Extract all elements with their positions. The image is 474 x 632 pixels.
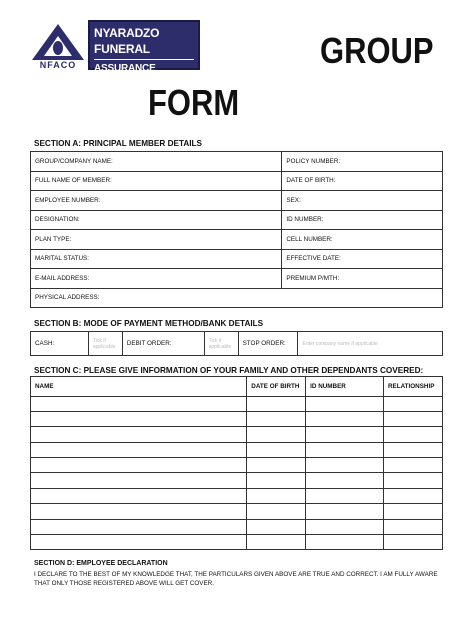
stop-order-hint: Enter company name if applicable [302, 340, 378, 347]
effective-date-field[interactable]: EFFECTIVE DATE: [282, 249, 443, 269]
declaration-line-1: I DECLARE TO THE BEST OF MY KNOWLEDGE THAT, THE PARTICULARS GIVEN ABOVE ARE TRUE AND CORRECT. I AM FULLY AWARE [34, 571, 438, 578]
debit-order-hint: Tick if applicable [208, 337, 232, 350]
table-row [31, 269, 443, 289]
cell-number-field[interactable]: CELL NUMBER: [282, 230, 443, 250]
header-relationship: RELATIONSHIP [384, 377, 443, 397]
full-name-field[interactable]: FULL NAME OF MEMBER: [31, 171, 282, 191]
debit-order-checkbox[interactable] [204, 332, 238, 356]
section-b-title: SECTION B: MODE OF PAYMENT METHOD/BANK DETAILS [34, 319, 264, 328]
table-row [31, 458, 443, 473]
policy-number-field[interactable]: POLICY NUMBER: [282, 152, 443, 172]
dob-cell[interactable] [247, 427, 306, 442]
company-name-line2: ASSURANCE COMPANY [94, 59, 194, 90]
table-header-row [31, 377, 443, 397]
table-row [31, 210, 443, 230]
table-row [31, 288, 443, 308]
designation-field[interactable]: DESIGNATION: [31, 210, 282, 230]
relationship-cell[interactable] [384, 488, 443, 503]
dob-cell[interactable] [247, 396, 306, 411]
dob-cell[interactable] [247, 473, 306, 488]
id-number-cell[interactable] [306, 473, 384, 488]
name-cell[interactable] [31, 442, 247, 457]
name-cell[interactable] [31, 504, 247, 519]
id-number-cell[interactable] [306, 411, 384, 426]
debit-order-label: DEBIT ORDER: [122, 332, 204, 356]
id-number-field[interactable]: ID NUMBER: [282, 210, 443, 230]
header-name: NAME [31, 377, 247, 397]
relationship-cell[interactable] [384, 427, 443, 442]
dob-cell[interactable] [247, 488, 306, 503]
dob-cell[interactable] [247, 411, 306, 426]
title-group: GROUP [320, 30, 434, 71]
principal-member-table [30, 151, 443, 308]
table-row [31, 411, 443, 426]
section-d-title: SECTION D: EMPLOYEE DECLARATION [34, 560, 168, 567]
declaration-text [34, 570, 444, 588]
name-cell[interactable] [31, 488, 247, 503]
table-row [31, 332, 443, 356]
stop-order-company-input[interactable] [298, 332, 443, 356]
table-row [31, 488, 443, 503]
title-form: FORM [148, 82, 240, 123]
marital-status-field[interactable]: MARITAL STATUS: [31, 249, 282, 269]
company-name-line1: NYARADZO FUNERAL [94, 26, 160, 56]
plan-type-field[interactable]: PLAN TYPE: [31, 230, 282, 250]
email-address-field[interactable]: E-MAIL ADDRESS: [31, 269, 282, 289]
logo-abbreviation: NFACO [39, 60, 77, 70]
table-row [31, 249, 443, 269]
date-of-birth-field[interactable]: DATE OF BIRTH: [282, 171, 443, 191]
id-number-cell[interactable] [306, 458, 384, 473]
table-row [31, 152, 443, 172]
section-a-title: SECTION A: PRINCIPAL MEMBER DETAILS [34, 139, 202, 148]
header-date-of-birth: DATE OF BIRTH [247, 377, 306, 397]
id-number-cell[interactable] [306, 442, 384, 457]
relationship-cell[interactable] [384, 458, 443, 473]
name-cell[interactable] [31, 458, 247, 473]
declaration-line-2: THAT ONLY THOSE REGISTERED ABOVE WILL GET COVER. [34, 580, 214, 587]
id-number-cell[interactable] [306, 427, 384, 442]
group-company-name-field[interactable]: GROUP/COMPANY NAME: [31, 152, 282, 172]
relationship-cell[interactable] [384, 396, 443, 411]
name-cell[interactable] [31, 396, 247, 411]
table-row [31, 535, 443, 550]
employee-number-field[interactable]: EMPLOYEE NUMBER: [31, 191, 282, 211]
name-cell[interactable] [31, 519, 247, 534]
stop-order-label: STOP ORDER: [238, 332, 298, 356]
relationship-cell[interactable] [384, 442, 443, 457]
table-row [31, 171, 443, 191]
physical-address-field[interactable]: PHYSICAL ADDRESS: [31, 288, 443, 308]
table-row [31, 442, 443, 457]
table-row [31, 191, 443, 211]
id-number-cell[interactable] [306, 488, 384, 503]
name-cell[interactable] [31, 427, 247, 442]
table-row [31, 427, 443, 442]
dob-cell[interactable] [247, 458, 306, 473]
id-number-cell[interactable] [306, 504, 384, 519]
payment-method-table [30, 331, 443, 356]
id-number-cell[interactable] [306, 535, 384, 550]
relationship-cell[interactable] [384, 504, 443, 519]
name-cell[interactable] [31, 473, 247, 488]
id-number-cell[interactable] [306, 519, 384, 534]
dob-cell[interactable] [247, 519, 306, 534]
relationship-cell[interactable] [384, 519, 443, 534]
dob-cell[interactable] [247, 504, 306, 519]
relationship-cell[interactable] [384, 473, 443, 488]
name-cell[interactable] [31, 411, 247, 426]
relationship-cell[interactable] [384, 411, 443, 426]
premium-per-month-field[interactable]: PREMIUM P/MTH: [282, 269, 443, 289]
id-number-cell[interactable] [306, 396, 384, 411]
name-cell[interactable] [31, 535, 247, 550]
dob-cell[interactable] [247, 442, 306, 457]
dependants-table [30, 376, 443, 550]
table-row [31, 519, 443, 534]
table-row [31, 396, 443, 411]
table-row [31, 504, 443, 519]
section-c-title: SECTION C: PLEASE GIVE INFORMATION OF YOUR FAMILY AND OTHER DEPENDANTS COVERED: [34, 366, 424, 375]
header-id-number: ID NUMBER [306, 377, 384, 397]
relationship-cell[interactable] [384, 535, 443, 550]
company-logo-box [88, 20, 200, 88]
sex-field[interactable]: SEX: [282, 191, 443, 211]
dob-cell[interactable] [247, 535, 306, 550]
cash-checkbox[interactable] [88, 332, 122, 356]
table-row [31, 230, 443, 250]
cash-label: CASH: [31, 332, 89, 356]
table-row [31, 473, 443, 488]
cash-hint: Tick if applicable [92, 337, 116, 350]
